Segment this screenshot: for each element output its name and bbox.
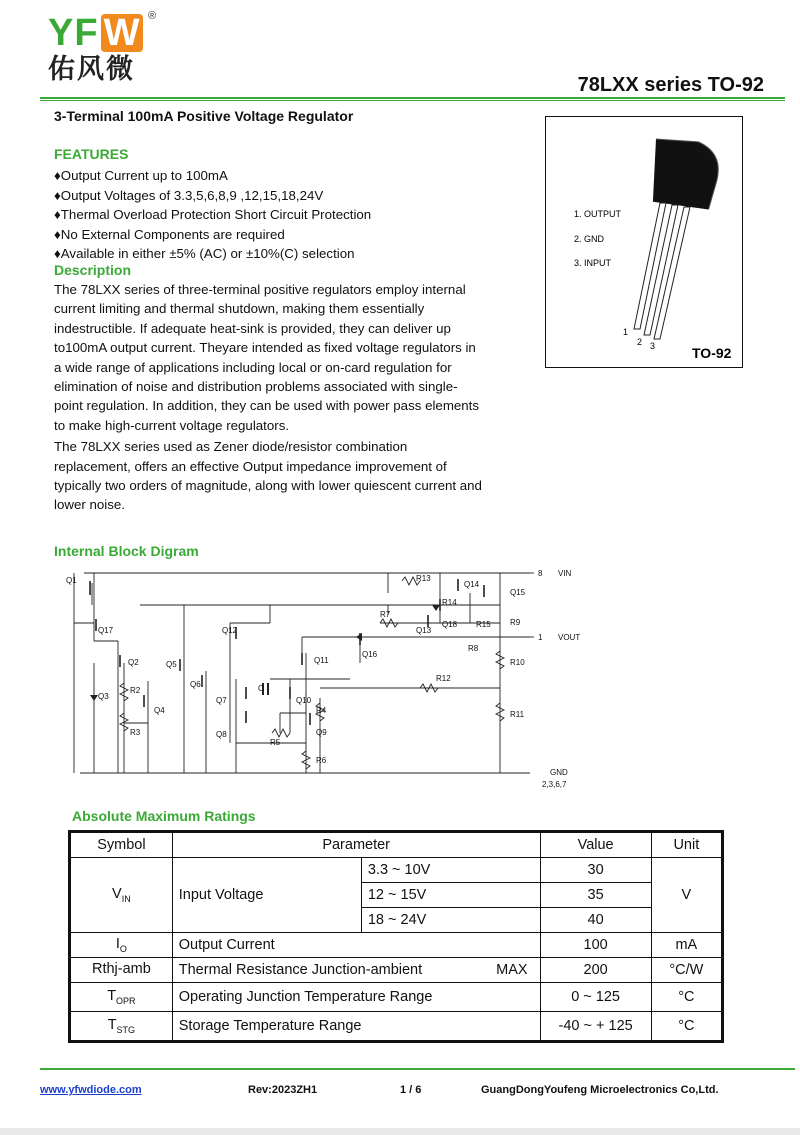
label-q12: Q12 bbox=[222, 626, 238, 635]
feature-item: ♦Output Current up to 100mA bbox=[54, 168, 228, 183]
label-q8: Q8 bbox=[216, 730, 227, 739]
label-q10: Q10 bbox=[296, 696, 312, 705]
label-gnd-pins: 2,3,6,7 bbox=[542, 780, 567, 789]
internal-block-diagram bbox=[40, 563, 600, 800]
unit-cell: °C bbox=[651, 1012, 722, 1042]
company-name: GuangDongYoufeng Microelectronics Co,Ltd. bbox=[481, 1084, 719, 1096]
label-vout: VOUT bbox=[558, 633, 581, 642]
description-section bbox=[54, 262, 484, 515]
description-paragraph: The 78LXX series of three-terminal positive regulators employ internal current limiting and thermal shutdown, making them essentially indestructible. If adequate heat-sink is provided, they can deliver up to100mA output current. Theyare intended as fixed voltage regulators in a wide range of applications including local or on-card regulation for elimination of noise and distribution problems associated with single-point regulation. In addition, they can be used with power pass elements to make high-current voltage regulators. bbox=[54, 282, 480, 433]
param-cell: Operating Junction Temperature Range bbox=[172, 983, 540, 1012]
package-name: TO-92 bbox=[692, 345, 732, 361]
bottom-band bbox=[0, 1128, 800, 1135]
website-link[interactable]: www.yfwdiode.com bbox=[40, 1084, 142, 1096]
document-subtitle: 3-Terminal 100mA Positive Voltage Regulator bbox=[54, 108, 354, 124]
param-cell: Output Current bbox=[172, 933, 540, 958]
description-paragraph: The 78LXX series used as Zener diode/resistor combination replacement, offers an effective Output impedance improvement of typically two orders of magnitude, along with lower quiescent current and lower noise. bbox=[54, 439, 482, 513]
vin-range: 3.3 ~ 10V bbox=[361, 858, 540, 883]
diamond-bullet-icon: ♦ bbox=[54, 187, 61, 203]
block-diagram-heading: Internal Block Digram bbox=[54, 543, 199, 559]
label-r8: R8 bbox=[468, 644, 479, 653]
header-divider bbox=[40, 97, 785, 99]
label-r9: R9 bbox=[510, 618, 521, 627]
vin-value: 35 bbox=[540, 883, 651, 908]
symbol-cell: $I_O$ bbox=[70, 933, 173, 958]
label-q5: Q5 bbox=[166, 660, 177, 669]
value-cell: 100 bbox=[540, 933, 651, 958]
label-r2: R2 bbox=[130, 686, 141, 695]
label-q18: Q18 bbox=[442, 620, 458, 629]
logo-mark: YF W bbox=[48, 14, 143, 52]
label-r6: R6 bbox=[316, 756, 327, 765]
header-divider-thin bbox=[40, 100, 785, 101]
diamond-bullet-icon: ♦ bbox=[54, 226, 61, 242]
unit-cell: mA bbox=[651, 933, 722, 958]
to92-package-illustration bbox=[546, 117, 742, 367]
table-header-row bbox=[70, 832, 723, 858]
label-q15: Q15 bbox=[510, 588, 526, 597]
header-unit: Unit bbox=[651, 832, 722, 858]
diamond-bullet-icon: ♦ bbox=[54, 207, 61, 222]
footer-divider bbox=[40, 1068, 795, 1070]
label-r7: R7 bbox=[380, 610, 391, 619]
feature-item: ♦Available in either ±5% (AC) or ±10%(C) selection bbox=[54, 246, 355, 261]
label-pin1: 1 bbox=[538, 633, 543, 642]
page-number: 1 / 6 bbox=[400, 1084, 422, 1096]
unit-cell: °C bbox=[651, 983, 722, 1012]
label-r11: R11 bbox=[510, 710, 525, 719]
package-drawing bbox=[545, 116, 743, 368]
diamond-bullet-icon: ♦ bbox=[54, 246, 61, 261]
symbol-cell: Rthj-amb bbox=[70, 958, 173, 983]
label-q11: Q11 bbox=[314, 656, 329, 665]
feature-item: ♦Thermal Overload Protection Short Circuit Protection bbox=[54, 207, 372, 222]
unit-cell: °C/W bbox=[651, 958, 722, 983]
company-logo bbox=[48, 10, 157, 84]
series-title: 78LXX series TO-92 bbox=[577, 74, 764, 96]
label-c: C bbox=[258, 684, 264, 693]
pin-number-3: 3 bbox=[650, 341, 656, 351]
label-r14: R14 bbox=[442, 598, 457, 607]
symbol-vin: $V_{IN}$ bbox=[70, 858, 173, 933]
pin-label-input: 3. INPUT bbox=[574, 258, 612, 268]
pin-label-gnd: 2. GND bbox=[574, 234, 605, 244]
label-r10: R10 bbox=[510, 658, 525, 667]
label-q1: Q1 bbox=[66, 576, 77, 585]
features-section bbox=[54, 146, 484, 264]
vin-value: 40 bbox=[540, 908, 651, 933]
label-q13: Q13 bbox=[416, 626, 432, 635]
label-gnd: GND bbox=[550, 768, 568, 777]
header-symbol: Symbol bbox=[70, 832, 173, 858]
header-value: Value bbox=[540, 832, 651, 858]
symbol-cell: $T_{STG}$ bbox=[70, 1012, 173, 1042]
param-cell: Thermal Resistance Junction-ambient MAX bbox=[172, 958, 540, 983]
circuit-schematic bbox=[40, 563, 600, 795]
value-cell: 200 bbox=[540, 958, 651, 983]
diamond-bullet-icon: ♦ bbox=[54, 168, 61, 183]
pin-number-1: 1 bbox=[623, 327, 629, 337]
vin-unit: V bbox=[651, 858, 722, 933]
pin-number-2: 2 bbox=[637, 337, 643, 347]
registered-mark: ® bbox=[148, 10, 157, 22]
label-q17: Q17 bbox=[98, 626, 114, 635]
label-vin: VIN bbox=[558, 569, 572, 578]
ratings-heading: Absolute Maximum Ratings bbox=[72, 808, 256, 824]
revision-label: Rev:2023ZH1 bbox=[248, 1084, 318, 1096]
header-parameter: Parameter bbox=[172, 832, 540, 858]
feature-item: ♦Output Voltages of 3.3,5,6,8,9 ,12,15,18,24V bbox=[54, 187, 324, 203]
table-row bbox=[70, 1012, 723, 1042]
table-row bbox=[70, 983, 723, 1012]
label-q14: Q14 bbox=[464, 580, 480, 589]
label-q3: Q3 bbox=[98, 692, 109, 701]
vin-range: 18 ~ 24V bbox=[361, 908, 540, 933]
label-r13: R13 bbox=[416, 574, 431, 583]
symbol-cell: $T_{OPR}$ bbox=[70, 983, 173, 1012]
label-r12: R12 bbox=[436, 674, 451, 683]
vin-range: 12 ~ 15V bbox=[361, 883, 540, 908]
pin-label-output: 1. OUTPUT bbox=[574, 209, 622, 219]
label-q16: Q16 bbox=[362, 650, 378, 659]
value-cell: -40 ~ + 125 bbox=[540, 1012, 651, 1042]
vin-value: 30 bbox=[540, 858, 651, 883]
label-r4: R4 bbox=[316, 706, 327, 715]
param-cell: Storage Temperature Range bbox=[172, 1012, 540, 1042]
label-q9: Q9 bbox=[316, 728, 327, 737]
feature-item: ♦No External Components are required bbox=[54, 226, 285, 242]
label-r15: R15 bbox=[476, 620, 491, 629]
table-row bbox=[70, 933, 723, 958]
label-r5: R5 bbox=[270, 738, 281, 747]
param-input-voltage: Input Voltage bbox=[172, 858, 361, 933]
ratings-table bbox=[68, 830, 724, 1043]
value-cell: 0 ~ 125 bbox=[540, 983, 651, 1012]
features-list bbox=[54, 166, 484, 264]
description-heading: Description bbox=[54, 262, 132, 278]
label-q2: Q2 bbox=[128, 658, 139, 667]
label-q6: Q6 bbox=[190, 680, 201, 689]
features-heading: FEATURES bbox=[54, 146, 129, 162]
label-q4: Q4 bbox=[154, 706, 165, 715]
label-r3: R3 bbox=[130, 728, 141, 737]
logo-chinese-name: 佑风微 bbox=[48, 54, 135, 84]
label-q7: Q7 bbox=[216, 696, 227, 705]
table-row bbox=[70, 858, 723, 883]
label-pin8: 8 bbox=[538, 569, 543, 578]
table-row bbox=[70, 958, 723, 983]
